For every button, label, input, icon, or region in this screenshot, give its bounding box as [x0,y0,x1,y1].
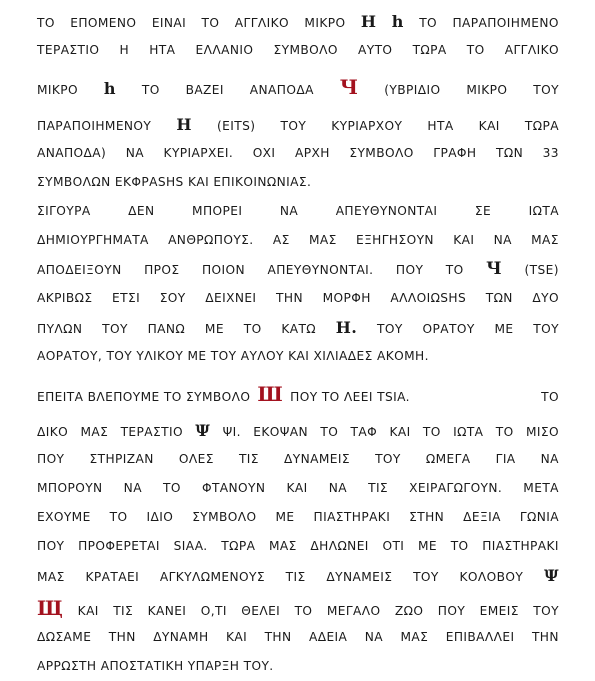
word: ΨΙ. [222,425,241,439]
word: ΜΑΣ [308,233,337,247]
symbol-glyph: H [176,115,192,134]
symbol-glyph: h [391,12,404,31]
word: ΑΠΕΥΘΥΝΟΝΤΑΙ. [267,263,374,277]
word: ΣΥΜΒΟΛΟ [273,43,338,57]
word: ΦΤΑΝΟΥΝ [201,481,266,495]
word: ΗΤΑ [149,43,176,57]
word: ΠΟΥ [437,604,466,618]
word: ΔΥΝΑΜΕΙΣ [326,570,393,584]
text-line [37,623,559,652]
word: ΩΜΕΓΑ [425,452,471,466]
word: ΕΙΝΑΙ [151,16,187,30]
word: ΤΗΝ [108,630,136,644]
word: (ΥΒΡΙΔΙΟ [384,83,441,97]
text-line [37,168,559,197]
word: ΠΟΥ [395,263,424,277]
word: ΜΕΓΑΛΟ [326,604,381,618]
paragraph [37,7,559,197]
word: ΤΩΡΑ [524,119,559,133]
word: ΤΟ [109,510,128,524]
word: ΑΓΓΛΙΚΟ [504,43,559,57]
text-line [37,503,559,532]
symbol-glyph: Ш [257,382,284,406]
symbol-glyph: Ч [339,75,359,99]
word: ΑΛΛΟΙΩSHS [390,291,467,305]
word: ΜΟΡΦΗ [322,291,371,305]
word: ΔΕΝ [128,204,155,218]
paragraph [37,416,559,590]
word: ΝΑ [279,204,299,218]
symbol-glyph: Ψ [195,421,211,440]
word: ΒΑΖΕΙ [185,83,224,97]
symbol-glyph: h [103,79,116,98]
word: ΚΥΡΙΑΡΧΟΥ [331,119,403,133]
word: ΚΟΛΟΒΟΥ [459,570,524,584]
word: ΧΕΙΡΑΓΩΓΟΥΝ. [409,481,503,495]
word: ΚΥΡΙΑΡΧΕΙ. [163,146,234,160]
word: ΤΟ [294,604,313,618]
word: ΝΑ [493,233,512,247]
word: ΝΑ [328,481,347,495]
word: ΤΙΣ [238,452,259,466]
word: ΝΑ [364,630,384,644]
word: ΜΑΣ [400,630,429,644]
word: ΔΩΣΑΜΕ [37,630,92,644]
word: Ο,ΤΙ [200,604,227,618]
word: ΠΑΡΑΠΟΙΗΜΕΝΟ [452,16,559,30]
word: ΤΑΦ [350,425,378,439]
word: ΠΥΛΩΝ [37,322,83,336]
word: ΜΙΚΡΟ [37,83,79,97]
text-line [37,652,559,681]
text-line [37,445,559,474]
word: ΜΕ [417,539,438,553]
text-line [37,284,559,313]
word: ΠΟΙΟΝ [201,263,246,277]
word: ΟΡΑΤΟΥ [422,322,475,336]
word: ΤΩΡΑ [221,539,256,553]
word: ΤΟ [37,16,55,30]
word: ΤΕΡΑΣΤΙΟ [37,43,100,57]
word: ΖΩΟ [394,604,424,618]
word: ΤΟΥ [533,83,559,97]
text-line [37,474,559,503]
word: ΔΥΝΑΜΕΙΣ [284,452,350,466]
word: ΤΙΣ [285,570,306,584]
word: ΚΑΙ [453,233,475,247]
word: ΤΙΣ [368,481,389,495]
word: ΑΔΕΙΑ [308,630,348,644]
word: ΑΝΘΡΩΠΟΥΣ. [168,233,254,247]
word: ΤΟ [163,481,181,495]
word: ΑΥΤΟ [358,43,393,57]
symbol-glyph: Щ [37,596,64,620]
text-line [37,226,559,255]
word: ΤΟΥ [375,452,401,466]
word: ΑΠΕΥΘΥΝΟΝΤΑΙ [335,204,438,218]
text-line [37,313,559,342]
word: ΠΙΑΣΤΗΡΑΚΙ [482,539,559,553]
word: ΜΙΚΡΟ [466,83,508,97]
word: ΚΑΤΩ [281,322,317,336]
word: ΣΕ [474,204,492,218]
word: ΜΑΣ [268,539,297,553]
word: ΔΙΚΟ [37,425,69,439]
word: ΤΟ [141,83,160,97]
word: ΤΟΥ [377,322,403,336]
word: ΑΠΟΔΕΙΞΟΥΝ [37,263,122,277]
symbol-glyph: Ч [486,259,503,279]
text-line [37,416,559,445]
word: ΘΕΛΕΙ [241,604,281,618]
word: ΕΤΣΙ [112,291,141,305]
word: ΤΟ [201,16,220,30]
word: 33 [542,146,559,160]
word: ΜΙΚΡΟ [304,16,346,30]
word: ΤΗΝ [276,291,303,305]
word: ΠΙΑΣΤΗΡΑΚΙ [313,510,391,524]
symbol-glyph: H [360,12,377,31]
word: ΑΟΡΑΤΟΥ, ΤΟΥ ΥΛΙΚΟΥ ΜΕ ΤΟΥ ΑΥΛΟΥ ΚΑΙ ΧΙΛΙΑΔΕΣ ΑΚΟΜΗ. [37,349,429,363]
word: ΤΟ [541,390,559,404]
word: ΤΙΣ [113,604,134,618]
word: ΕΚΟΨΑΝ [253,425,308,439]
word: ΝΑ [123,481,142,495]
word: ΟΧΙ [252,146,276,160]
text-line [37,255,559,284]
word: (ΕΙΤS) [217,119,256,133]
word: ΔΗΜΙΟΥΡΓΗΜΑΤΑ [37,233,149,247]
word: ΕΠΙΒΑΛΛΕΙ [445,630,515,644]
word: ΕΞΗΓΗΣΟΥΝ [355,233,434,247]
word: (TSE) [524,263,559,277]
word: ΤΟ [320,425,339,439]
symbol-glyph: Ψ [543,566,559,585]
word: ΔΥΟ [532,291,559,305]
word: ΓΙΑ [495,452,516,466]
word: ΝΑ [125,146,144,160]
word: ΤΟΥ [413,570,439,584]
word: ΠΑΡΑΠΟΙΗΜΕΝΟΥ [37,119,152,133]
word: ΜΠΟΡΟΥΝ [37,481,103,495]
word: ΤΟ [419,16,438,30]
word: ΚΑΙ [478,119,500,133]
word: ΗΤΑ [427,119,454,133]
word: ΠΡΟΣ [144,263,180,277]
word: SIAA. [173,539,208,553]
word: ΓΩΝΙΑ [519,510,559,524]
word: ΜΑΣ [80,425,109,439]
word: ΑΝΑΠΟΔΑ [249,83,314,97]
word: ΠΡΟΦΕΡΕΤΑΙ [78,539,160,553]
word: ΜΕΤΑ [523,481,559,495]
word: ΤΗΝ [264,630,292,644]
word: ΤΟΥ [280,119,307,133]
word: ΤΩΡΑ [412,43,447,57]
word: ΤΟ [422,425,441,439]
text-line [37,65,559,110]
word: ΚΑΙ [77,604,99,618]
word: ΚΑΙ [389,425,411,439]
word: ΚΡΑΤΑΕΙ [85,570,140,584]
word: ΟΤΙ [382,539,405,553]
word: ΠΟΥ [37,539,65,553]
text-line [37,7,559,36]
word: ΣΥΜΒΟΛΟ [192,510,257,524]
word: ΣΙΓΟΥΡΑ [37,204,91,218]
word: ΣΥΜΒΟΛΩΝ ΕΚΦΡΑSHS ΚΑΙ ΕΠΙΚΟΙΝΩΝΙΑΣ. [37,175,312,189]
word: ΣΥΜΒΟΛΟ [349,146,414,160]
word: ΚΑΝΕΙ [147,604,187,618]
word: ΕΧΟΥΜΕ [37,510,91,524]
word: ΤΟΥ [533,322,559,336]
word: ΔΗΛΩΝΕΙ [310,539,369,553]
word: ΤΟΥ [533,604,559,618]
symbol-glyph: H. [335,318,358,337]
paragraph [37,197,559,371]
word: ΕΜΕΙΣ [479,604,519,618]
text-line [37,342,559,371]
word: ΜΑΣ [37,570,65,584]
word: ΤΟ [450,539,469,553]
text-line [37,36,559,65]
word: ΑΡΡΩΣΤΗ ΑΠΟΣΤΑΤΙΚΗ ΥΠΑΡΞΗ ΤΟΥ. [37,659,274,673]
text-line [37,561,559,590]
word: ΝΑ [540,452,559,466]
text-line [37,110,559,139]
paragraph [37,594,559,681]
word: ΜΙΣΟ [525,425,559,439]
word: ΑΣ [272,233,290,247]
word: ΓΡΑΦΗ [433,146,477,160]
word: ΣΤΗΡΙΖΑΝ [89,452,154,466]
word: ΤΟ [495,425,514,439]
word: ΙΩΤΑ [528,204,559,218]
word: ΚΑΙ [286,481,308,495]
word: ΕΛΛΑΝΙΟ [195,43,254,57]
word: ΜΠΟΡΕΙ [192,204,243,218]
word: ΤΩΝ [496,146,524,160]
word: ΙΩΤΑ [453,425,484,439]
word: ΔΥΝΑΜΗ [153,630,209,644]
word: ΚΑΙ [225,630,248,644]
word: ΤΟ [445,263,464,277]
word: ΜΑΣ [531,233,559,247]
word: ΤΗΝ [531,630,559,644]
word: ΠΟΥ [37,452,65,466]
word: Η [119,43,130,57]
word: ΕΠΟΜΕΝΟ [70,16,137,30]
word: ΙΔΙΟ [146,510,174,524]
text-line [37,380,559,409]
word: ΔΕΙΧΝΕΙ [205,291,257,305]
word: ΕΠΕΙΤΑ ΒΛΕΠΟΥΜΕ ΤΟ ΣΥΜΒΟΛΟ [37,390,251,404]
word: ΜΕ [204,322,224,336]
text-line [37,532,559,561]
word: ΑΚΡΙΒΩΣ [37,291,93,305]
word: ΤΟ [466,43,485,57]
word: ΤΩΝ [485,291,513,305]
word: ΣΟΥ [159,291,186,305]
word: ΠΑΝΩ [147,322,186,336]
word: ΣΤΗΝ [409,510,445,524]
word: ΑΓΓΛΙΚΟ [234,16,290,30]
word: ΤΕΡΑΣΤΙΟ [120,425,183,439]
word: ΑΡΧΗ [294,146,330,160]
paragraph [37,380,559,409]
word: ΜΕ [494,322,514,336]
word: ΤΟΥ [102,322,128,336]
text-line [37,594,559,623]
word: ΔΕΞΙΑ [463,510,501,524]
word: ΑΝΑΠΟΔΑ) [37,146,107,160]
text-line [37,139,559,168]
text-line [37,197,559,226]
word: ΑΓΚΥΛΩΜΕΝΟΥΣ [159,570,265,584]
word: ΜΕ [275,510,295,524]
word: ΤΟ [243,322,262,336]
word: ΠΟΥ ΤΟ ΛΕΕΙ TSIA. [290,390,410,404]
word: ΟΛΕΣ [178,452,214,466]
